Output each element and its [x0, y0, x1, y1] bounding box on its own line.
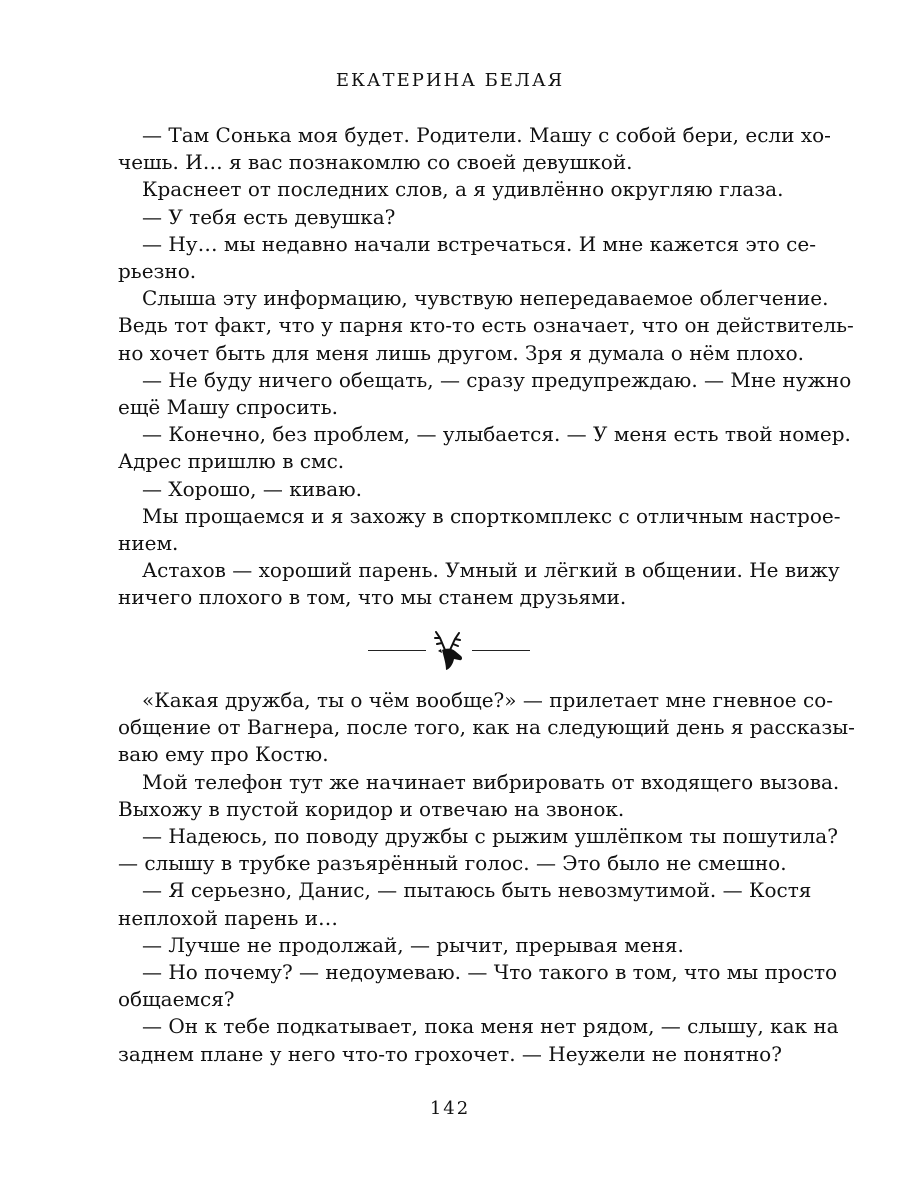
text-line: — Конечно, без проблем, — улыбается. — У меня есть твой номер. — [142, 422, 851, 447]
text-line: ничего плохого в том, что мы станем друзьями. — [118, 585, 627, 610]
text-line: неплохой парень и… — [118, 905, 339, 930]
text-line: — Я серьезно, Данис, — пытаюсь быть невозмутимой. — Костя — [142, 878, 812, 903]
text-line: — Ну… мы недавно начали встречаться. И мне кажется это се- — [142, 231, 816, 256]
text-line: Ведь тот факт, что у парня кто-то есть означает, что он действитель- — [118, 313, 854, 338]
text-line: — У тебя есть девушка? — [142, 204, 396, 229]
text-line: — Он к тебе подкатывает, пока меня нет рядом, — слышу, как на — [142, 1014, 839, 1039]
text-line: общение от Вагнера, после того, как на следующий день я рассказы- — [118, 715, 855, 740]
text-block-2 — [118, 687, 855, 1068]
text-line: — Но почему? — недоумеваю. — Что такого в том, что мы просто — [142, 960, 838, 985]
text-line: рьезно. — [118, 259, 197, 284]
text-line: Слыша эту информацию, чувствую непередаваемое облегчение. — [142, 286, 829, 311]
text-line: ещё Машу спросить. — [118, 395, 338, 420]
text-line: Астахов — хороший парень. Умный и лёгкий в общении. Не вижу — [142, 558, 840, 583]
text-line: — слышу в трубке разъярённый голос. — Это было не смешно. — [118, 851, 787, 876]
text-line: Мой телефон тут же начинает вибрировать от входящего вызова. — [142, 769, 840, 794]
section-divider — [0, 626, 900, 674]
running-head-author: ЕКАТЕРИНА БЕЛАЯ — [335, 70, 565, 91]
text-line: Выхожу в пустой коридор и отвечаю на звонок. — [118, 796, 625, 821]
text-line: Мы прощаемся и я захожу в спорткомплекс с отличным настрое- — [142, 503, 841, 528]
text-line: — Не буду ничего обещать, — сразу предупреждаю. — Мне нужно — [142, 367, 852, 392]
text-line: заднем плане у него что-то грохочет. — Неужели не понятно? — [118, 1041, 782, 1066]
text-line: — Лучше не продолжай, — рычит, прерывая меня. — [142, 932, 684, 957]
deer-head-icon — [428, 628, 468, 672]
text-line: Краснеет от последних слов, а я удивлённо округляю глаза. — [142, 177, 784, 202]
text-line: «Какая дружба, ты о чём вообще?» — прилетает мне гневное со- — [142, 688, 833, 712]
page-number: 142 — [429, 1098, 471, 1119]
text-line: Адрес пришлю в смс. — [118, 449, 345, 474]
text-line: ваю ему про Костю. — [118, 742, 329, 767]
text-line: нием. — [118, 531, 179, 556]
divider-line-right — [472, 650, 530, 651]
text-block-1 — [118, 122, 854, 612]
divider-line-left — [368, 650, 426, 651]
text-line: чешь. И… я вас познакомлю со своей девушкой. — [118, 150, 633, 175]
text-line: но хочет быть для меня лишь другом. Зря я думала о нём плохо. — [118, 340, 805, 365]
text-line: — Там Сонька моя будет. Родители. Машу с собой бери, если хо- — [142, 123, 831, 147]
text-line: — Надеюсь, по поводу дружбы с рыжим ушлёпком ты пошутила? — [142, 824, 838, 849]
text-line: общаемся? — [118, 987, 235, 1012]
text-line: — Хорошо, — киваю. — [142, 476, 362, 501]
